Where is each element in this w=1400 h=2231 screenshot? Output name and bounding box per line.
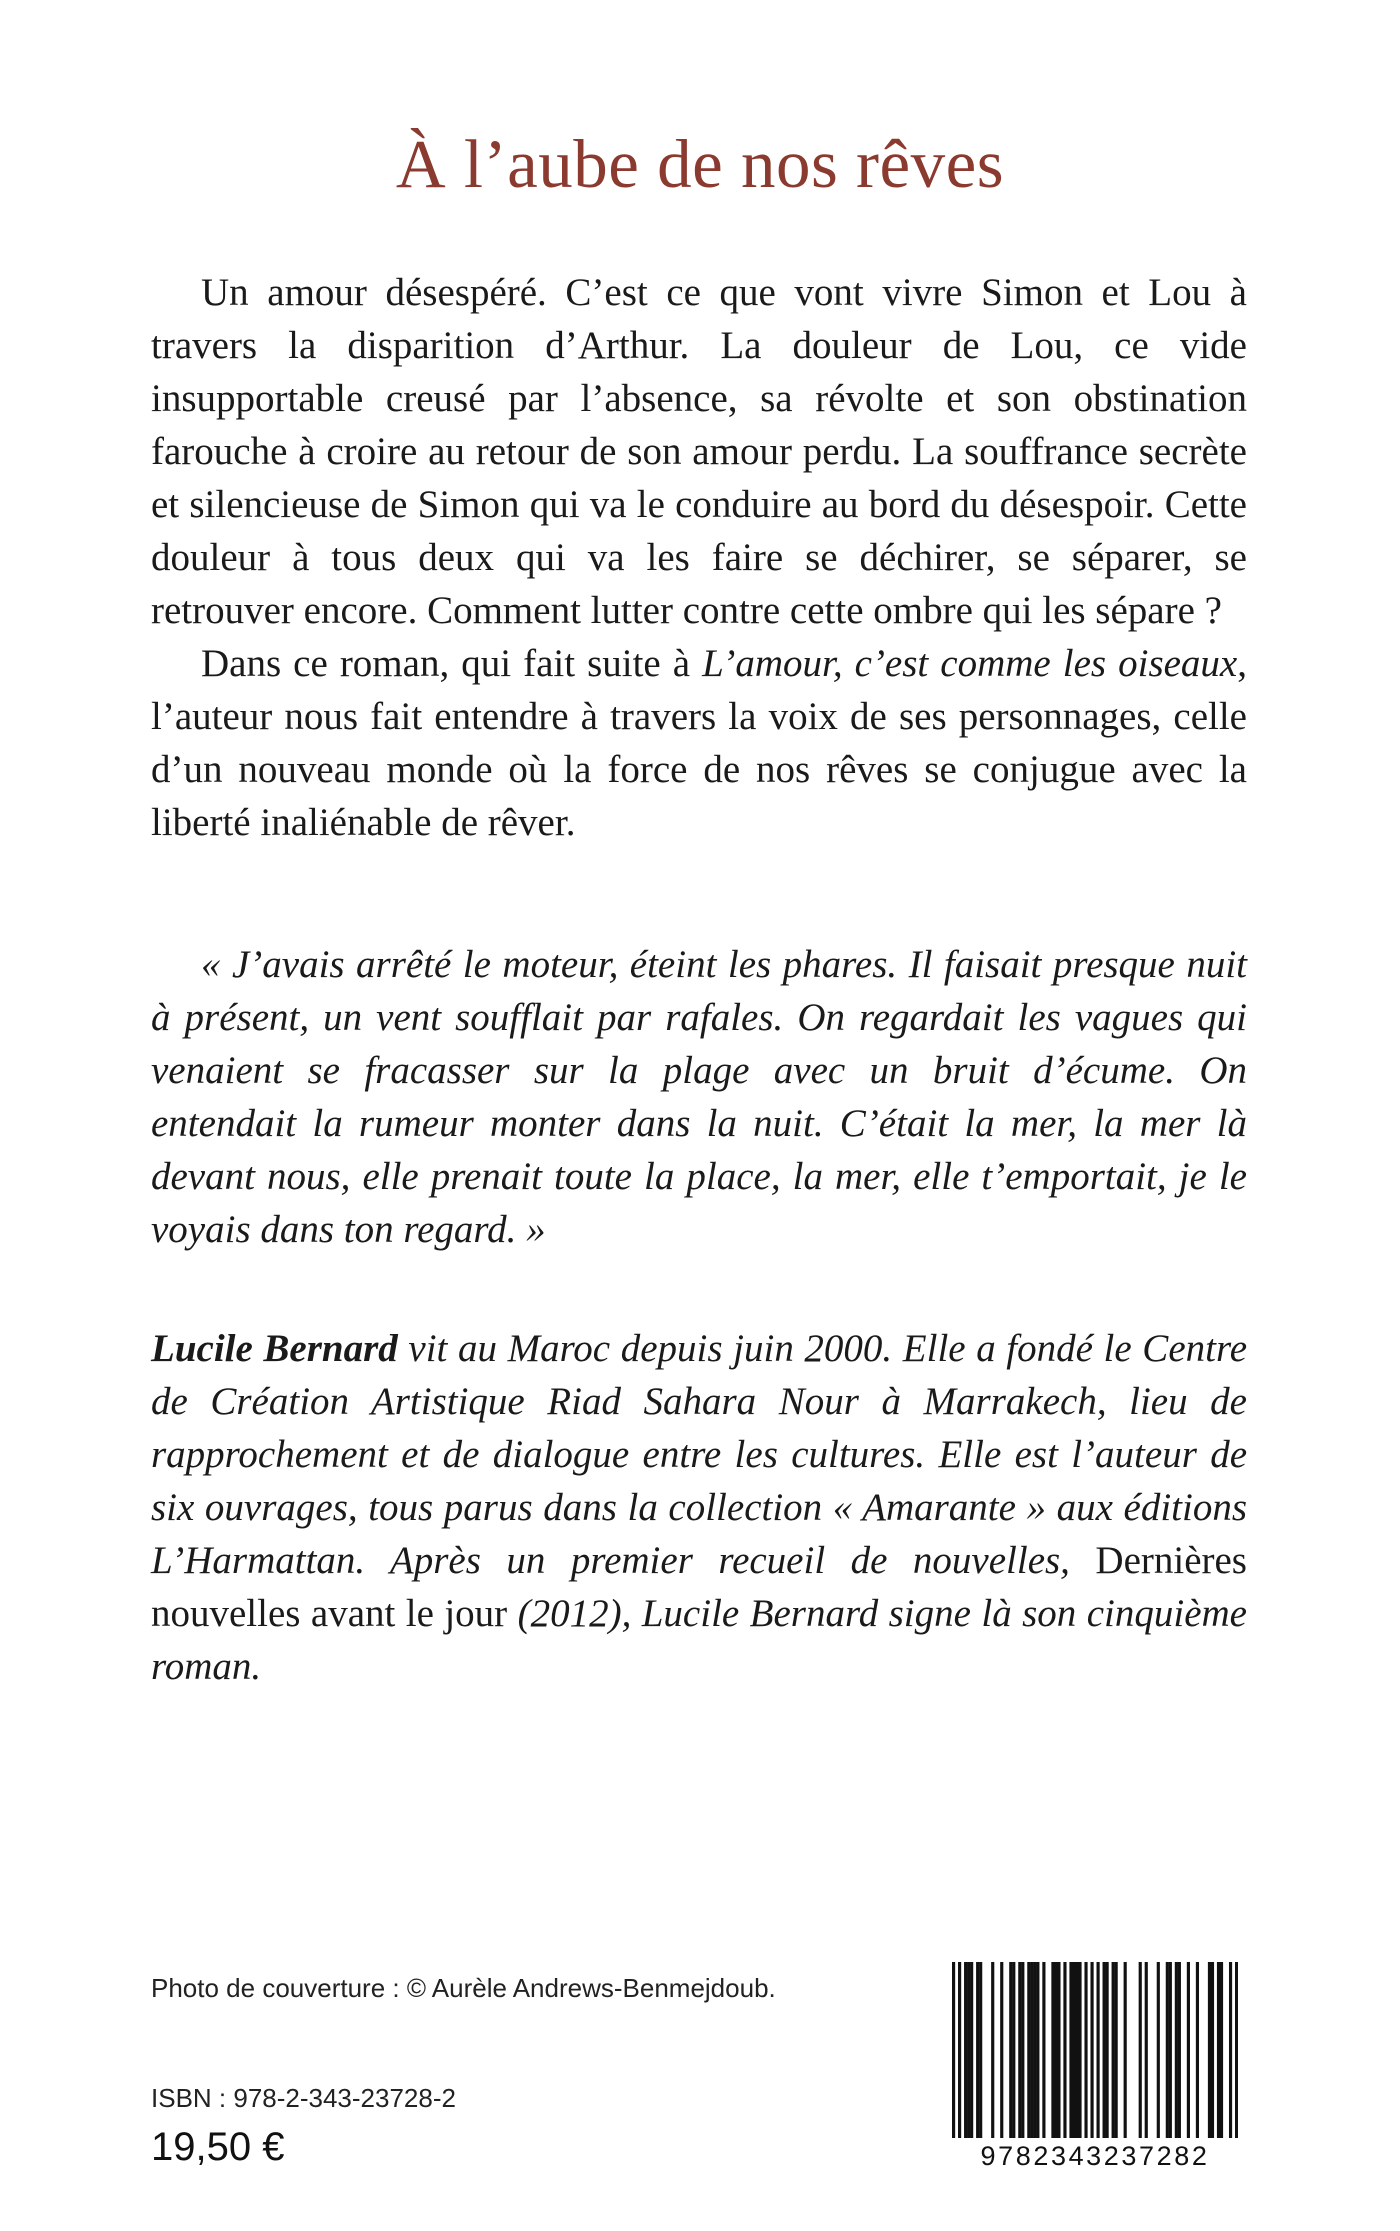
barcode-bar: [1042, 1962, 1045, 2138]
barcode-bar: [1139, 1962, 1142, 2138]
barcode-bar: [1187, 1962, 1190, 2138]
barcode-digits: 9782343237282: [980, 2141, 1210, 2171]
photo-credit: Photo de couverture : © Aurèle Andrews-Benmejdoub.: [151, 1973, 776, 2003]
barcode-bar: [1012, 1962, 1015, 2138]
barcode-bar: [1166, 1962, 1169, 2138]
summary-paragraph-1: Un amour désespéré. C’est ce que vont vivre Simon et Lou à travers la disparition d’Arthur. La douleur de Lou, ce vide insupportable creusé par l’absence, sa révolte et son obstination farouche à croire au retour de son amour perdu. La souffrance secrète et silencieuse de Simon qui va le conduire au bord du désespoir. Cette douleur à tous deux qui va les faire se déchirer, se séparer, se retrouver encore. Comment lutter contre cette ombre qui les sépare ?: [151, 271, 1247, 632]
barcode: [952, 1962, 1238, 2172]
barcode-bar: [1063, 1962, 1066, 2138]
summary-paragraph-2-start: Dans ce roman, qui fait suite à: [201, 642, 703, 685]
barcode-bar: [1078, 1962, 1081, 2138]
barcode-bar: [1072, 1962, 1075, 2138]
barcode-bar: [1018, 1962, 1021, 2138]
barcode-bar: [1178, 1962, 1181, 2138]
barcode-bar: [1097, 1962, 1100, 2138]
barcode-bar: [1124, 1962, 1127, 2138]
barcode-bar: [1000, 1962, 1003, 2138]
author-bio: [151, 1322, 1247, 1693]
price: 19,50 €: [151, 2125, 285, 2169]
barcode-bar: [1115, 1962, 1118, 2138]
previous-novel-title: L’amour, c’est comme les oiseaux: [702, 642, 1238, 685]
barcode-bar: [1169, 1962, 1172, 2138]
barcode-bar: [1054, 1962, 1057, 2138]
book-summary: [151, 266, 1247, 849]
barcode-bar: [1217, 1962, 1220, 2138]
barcode-bar: [1211, 1962, 1214, 2138]
barcode-bar: [1106, 1962, 1109, 2138]
barcode-bar: [1175, 1962, 1178, 2138]
barcode-bar: [1090, 1962, 1093, 2138]
summary-paragraph-2: [151, 637, 1247, 849]
barcode-bar: [1075, 1962, 1078, 2138]
barcode-bar: [991, 1962, 994, 2138]
barcode-bar: [1235, 1962, 1238, 2138]
barcode-bar: [967, 1962, 970, 2138]
barcode-bar: [1084, 1962, 1087, 2138]
author-bio-text-end: (2012), Lucile Bernard signe là son cinquième roman.: [151, 1592, 1247, 1688]
book-title: À l’aube de nos rêves: [395, 126, 1005, 202]
barcode-bars: [952, 1962, 1238, 2138]
summary-paragraph-2-end: , l’auteur nous fait entendre à travers la voix de ses personnages, celle d’un nouveau monde où la force de nos rêves se conjugue avec la liberté inaliénable de rêver.: [151, 642, 1247, 844]
barcode-bar: [1009, 1962, 1012, 2138]
barcode-bar: [1208, 1962, 1211, 2138]
barcode-bar: [1069, 1962, 1072, 2138]
barcode-bar: [1220, 1962, 1223, 2138]
barcode-bar: [1030, 1962, 1033, 2138]
isbn: ISBN : 978-2-343-23728-2: [151, 2083, 456, 2113]
barcode-bar: [1157, 1962, 1160, 2138]
barcode-bar: [979, 1962, 982, 2138]
barcode-bar: [952, 1962, 955, 2138]
barcode-bar: [1196, 1962, 1199, 2138]
barcode-bar: [1051, 1962, 1054, 2138]
barcode-bar: [976, 1962, 979, 2138]
barcode-bar: [1112, 1962, 1115, 2138]
barcode-bar: [1027, 1962, 1030, 2138]
barcode-bar: [1103, 1962, 1106, 2138]
barcode-bar: [1229, 1962, 1232, 2138]
barcode-bar: [1033, 1962, 1036, 2138]
author-bio-text-start: vit au Maroc depuis juin 2000. Elle a fondé le Centre de Création Artistique Riad Sahara Nour à Marrakech, lieu de rapprochement et de dialogue entre les cultures. Elle est l’auteur de six ouvrages, tous parus dans la collection « Amarante » aux éditions L’Harmattan. Après un premier recueil de nouvelles,: [151, 1327, 1248, 1582]
barcode-bar: [964, 1962, 967, 2138]
barcode-bar: [1021, 1962, 1024, 2138]
barcode-bar: [970, 1962, 973, 2138]
book-excerpt-quote: « J’avais arrêté le moteur, éteint les phares. Il faisait presque nuit à présent, un vent soufflait par rafales. On regardait les vagues qui venaient se fracasser sur la plage avec un bruit d’écume. On entendait la rumeur monter dans la nuit. C’était la mer, la mer là devant nous, elle prenait toute la place, la mer, elle t’emportait, je le voyais dans ton regard. »: [151, 943, 1247, 1251]
barcode-bar: [1145, 1962, 1148, 2138]
barcode-bar: [958, 1962, 961, 2138]
previous-book-title: Dernières nouvelles avant le jour: [151, 1539, 1247, 1635]
barcode-bar: [1057, 1962, 1060, 2138]
author-name: Lucile Bernard: [151, 1327, 398, 1370]
barcode-bar: [1036, 1962, 1039, 2138]
